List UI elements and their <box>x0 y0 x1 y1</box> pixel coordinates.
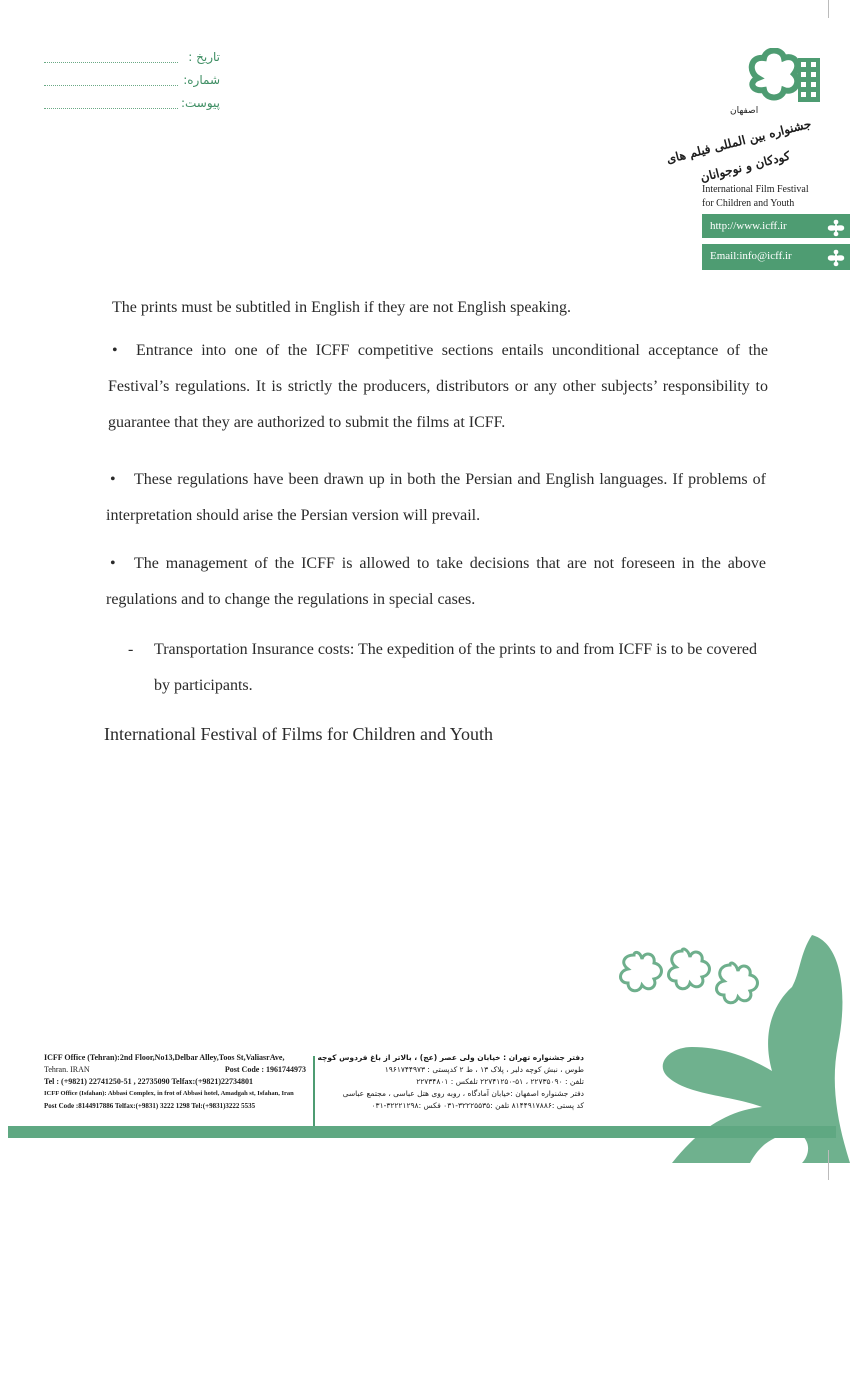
dash-item <box>128 632 768 704</box>
flower-ornament-icon <box>824 216 848 240</box>
bullet-text: Entrance into one of the ICFF competitive sections entails unconditional acceptance of the Festival’s regulations. It is strictly the producers, distributors or any other subjects’ responsibility to guarantee that they are authorized to submit the films at ICFF. <box>108 342 768 431</box>
footer-tehran-address-fa: دفتر جشنواره تهران : خیابان ولی عصر (عج) ، بالاتر از باغ فردوس کوچه <box>317 1053 584 1062</box>
footer-green-band <box>8 1126 836 1138</box>
email-text: Email:info@icff.ir <box>710 250 792 262</box>
date-label: تاریخ : <box>188 50 220 64</box>
footer-tehran-address: ICFF Office (Tehran):2nd Floor,No13,Delbar Alley,Toos St,ValiasrAve, <box>44 1053 285 1062</box>
footer-isfahan-address-fa: دفتر جشنواره اصفهان :خیابان آمادگاه ، روبه روی هتل عباسی ، مجتمع عباسی <box>342 1089 584 1098</box>
website-text: http://www.icff.ir <box>710 220 787 232</box>
bullet-text: The management of the ICFF is allowed to take decisions that are not foreseen in the above regulations and to change the regulations in special cases. <box>106 555 766 608</box>
logo-persian-title: جشنواره بین المللی فیلم های کودکان و نوجوانان <box>664 116 813 185</box>
footer-tehran-phones-fa: تلفن : ۲۲۷۳۵۰۹۰ ، ۵۱-۲۲۷۴۱۲۵۰ تلفکس : ۲۲۷۳۴۸۰۱ <box>416 1077 584 1086</box>
festival-logo <box>664 48 820 213</box>
right-edge-line <box>828 1150 829 1180</box>
bullet-symbol: • <box>110 471 116 488</box>
logo-english-line1: International Film Festival <box>702 184 809 195</box>
bullet-symbol: • <box>110 555 116 572</box>
closing-line: International Festival of Films for Children and Youth <box>104 724 493 744</box>
attachment-label: پیوست: <box>180 96 220 110</box>
logo-english-line2: for Children and Youth <box>702 198 795 209</box>
dash-symbol: - <box>128 641 134 658</box>
right-edge-line <box>828 0 829 18</box>
date-field-line <box>44 62 178 63</box>
flower-film-icon <box>746 48 822 110</box>
bullet-symbol: • <box>112 342 118 359</box>
bullet-paragraph-3 <box>106 546 766 618</box>
dash-text: Transportation Insurance costs: The expedition of the prints to and from ICFF is to be covered by participants. <box>154 641 758 694</box>
footer-isfahan-phones-fa: کد پستی :۸۱۴۴۹۱۷۸۸۶ تلفن :۳۲۲۲۵۵۳۵-۰۳۱ فکس :۳۲۲۲۱۲۹۸-۰۳۱ <box>371 1101 584 1110</box>
footer-isfahan-phones: Post Code :8144917886 Telfax:(+9831) 3222 1298 Tel:(+9831)3222 5535 <box>44 1102 256 1110</box>
flower-ornament-icon <box>824 246 848 270</box>
logo-city-label: اصفهان <box>730 106 759 116</box>
attachment-field-line <box>44 108 178 109</box>
bullet-paragraph-1 <box>108 333 768 441</box>
number-label: شماره: <box>183 73 220 87</box>
footer-tehran-city-row <box>44 1064 306 1076</box>
bullet-paragraph-2 <box>106 462 766 534</box>
footer-divider <box>313 1056 315 1128</box>
footer-tehran-street-fa: طوس ، نبش کوچه دلبر ، پلاک ۱۳ ، ط ۲ کدپستی : ۱۹۶۱۷۴۴۹۷۳ <box>384 1065 584 1074</box>
number-field-line <box>44 85 178 86</box>
footer-tehran-phones: Tel : (+9821) 22741250-51 , 22735090 Telfax:(+9821)22734801 <box>44 1077 254 1086</box>
intro-paragraph: The prints must be subtitled in English if they are not English speaking. <box>112 299 572 316</box>
footer-isfahan-address: ICFF Office (Isfahan): Abbasi Complex, in frot of Abbasi hotel, Amadgah st, Isfahan, Iran <box>44 1090 294 1097</box>
bullet-text: These regulations have been drawn up in both the Persian and English languages. If problems of interpretation should arise the Persian version will prevail. <box>106 471 766 524</box>
footer-english-block <box>44 1052 306 1112</box>
footer-persian-block <box>317 1052 584 1112</box>
footer-tehran-city: Tehran. IRAN <box>44 1065 90 1074</box>
footer-tehran-postcode: Post Code : 1961744973 <box>224 1065 306 1074</box>
